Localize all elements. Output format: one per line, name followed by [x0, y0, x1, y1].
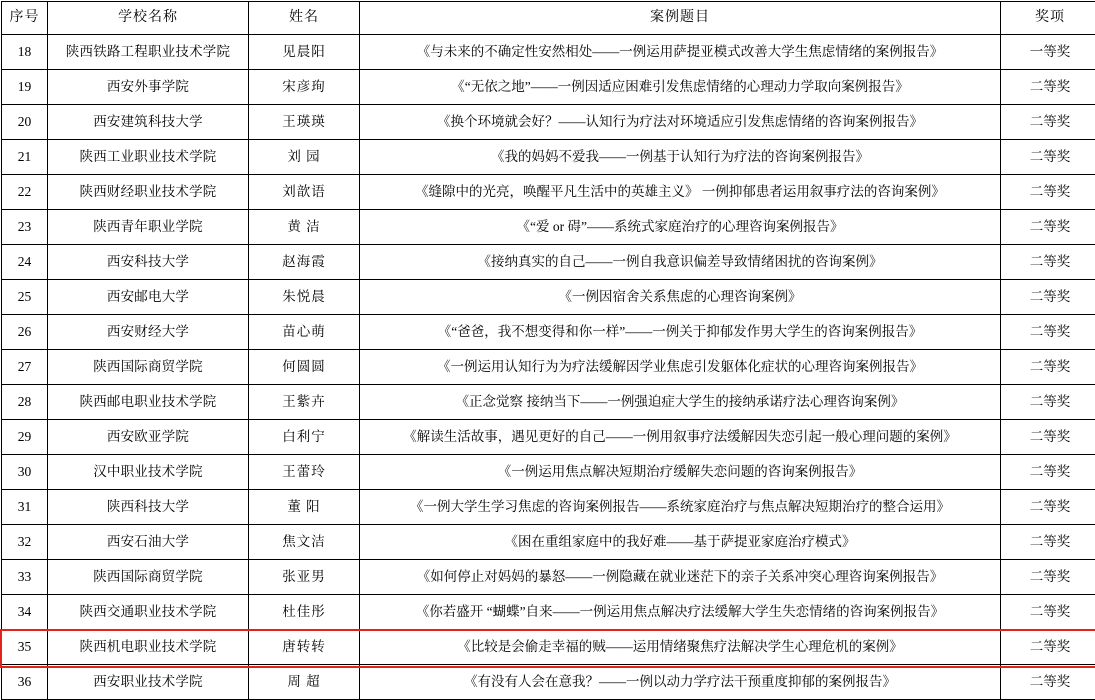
- cell-award: 二等奖: [1001, 350, 1095, 385]
- table-header: [2, 2, 1095, 35]
- column-header-award: 奖项: [1001, 2, 1095, 35]
- cell-title: 《你若盛开 “蝴蝶”自来——一例运用焦点解决疗法缓解大学生失恋情绪的咨询案例报告》: [360, 595, 1001, 630]
- cell-seq: 34: [2, 595, 48, 630]
- cell-title: 《“无依之地”——一例因适应困难引发焦虑情绪的心理动力学取向案例报告》: [360, 70, 1001, 105]
- cell-seq: 22: [2, 175, 48, 210]
- cell-award: 二等奖: [1001, 315, 1095, 350]
- cell-seq: 25: [2, 280, 48, 315]
- cell-name: 张亚男: [249, 560, 360, 595]
- cell-school: 西安邮电大学: [48, 280, 249, 315]
- cell-seq: 29: [2, 420, 48, 455]
- cell-name: 杜佳彤: [249, 595, 360, 630]
- cell-name: 唐转转: [249, 630, 360, 665]
- cell-name: 王蕾玲: [249, 455, 360, 490]
- cell-award: 二等奖: [1001, 420, 1095, 455]
- cell-name: 见晨阳: [249, 35, 360, 70]
- table-row: [2, 490, 1095, 525]
- cell-name: 宋彦珣: [249, 70, 360, 105]
- table-row: [2, 315, 1095, 350]
- cell-name: 王瑛瑛: [249, 105, 360, 140]
- cell-school: 陕西科技大学: [48, 490, 249, 525]
- cell-name: 周 超: [249, 665, 360, 700]
- award-list-document: [0, 1, 1095, 696]
- cell-seq: 24: [2, 245, 48, 280]
- cell-seq: 26: [2, 315, 48, 350]
- cell-seq: 32: [2, 525, 48, 560]
- cell-school: 陕西国际商贸学院: [48, 560, 249, 595]
- cell-title: 《一例因宿舍关系焦虑的心理咨询案例》: [360, 280, 1001, 315]
- cell-name: 何圆圆: [249, 350, 360, 385]
- cell-title: 《困在重组家庭中的我好难——基于萨提亚家庭治疗模式》: [360, 525, 1001, 560]
- cell-school: 汉中职业技术学院: [48, 455, 249, 490]
- table-row: [2, 385, 1095, 420]
- table-row: [2, 280, 1095, 315]
- cell-award: 二等奖: [1001, 560, 1095, 595]
- cell-seq: 21: [2, 140, 48, 175]
- column-header-name: 姓名: [249, 2, 360, 35]
- award-table: [1, 1, 1095, 700]
- cell-seq: 36: [2, 665, 48, 700]
- cell-school: 陕西机电职业技术学院: [48, 630, 249, 665]
- cell-title: 《一例大学生学习焦虑的咨询案例报告——系统家庭治疗与焦点解决短期治疗的整合运用》: [360, 490, 1001, 525]
- cell-school: 西安科技大学: [48, 245, 249, 280]
- cell-award: 二等奖: [1001, 385, 1095, 420]
- cell-school: 西安建筑科技大学: [48, 105, 249, 140]
- cell-name: 刘歆语: [249, 175, 360, 210]
- cell-name: 董 阳: [249, 490, 360, 525]
- table-row: [2, 420, 1095, 455]
- cell-title: 《一例运用认知行为为疗法缓解因学业焦虑引发躯体化症状的心理咨询案例报告》: [360, 350, 1001, 385]
- cell-name: 黄 洁: [249, 210, 360, 245]
- table-row: [2, 595, 1095, 630]
- cell-award: 二等奖: [1001, 525, 1095, 560]
- table-row: [2, 665, 1095, 700]
- cell-award: 二等奖: [1001, 280, 1095, 315]
- cell-name: 朱悦晨: [249, 280, 360, 315]
- cell-school: 西安职业技术学院: [48, 665, 249, 700]
- column-header-seq: 序号: [2, 2, 48, 35]
- table-body: [2, 35, 1095, 700]
- cell-award: 二等奖: [1001, 175, 1095, 210]
- table-row: [2, 105, 1095, 140]
- table-row: [2, 210, 1095, 245]
- cell-title: 《缝隙中的光亮，唤醒平凡生活中的英雄主义》 一例抑郁患者运用叙事疗法的咨询案例》: [360, 175, 1001, 210]
- cell-award: 二等奖: [1001, 70, 1095, 105]
- table-row: [2, 70, 1095, 105]
- cell-award: 二等奖: [1001, 245, 1095, 280]
- cell-name: 王紫卉: [249, 385, 360, 420]
- column-header-school: 学校名称: [48, 2, 249, 35]
- cell-name: 苗心萌: [249, 315, 360, 350]
- cell-seq: 19: [2, 70, 48, 105]
- cell-school: 陕西财经职业技术学院: [48, 175, 249, 210]
- cell-seq: 20: [2, 105, 48, 140]
- cell-title: 《换个环境就会好？——认知行为疗法对环境适应引发焦虑情绪的咨询案例报告》: [360, 105, 1001, 140]
- cell-school: 陕西邮电职业技术学院: [48, 385, 249, 420]
- cell-award: 二等奖: [1001, 140, 1095, 175]
- cell-seq: 35: [2, 630, 48, 665]
- cell-seq: 23: [2, 210, 48, 245]
- cell-award: 一等奖: [1001, 35, 1095, 70]
- table-row: [2, 35, 1095, 70]
- cell-award: 二等奖: [1001, 455, 1095, 490]
- cell-title: 《正念觉察 接纳当下——一例强迫症大学生的接纳承诺疗法心理咨询案例》: [360, 385, 1001, 420]
- cell-title: 《接纳真实的自己——一例自我意识偏差导致情绪困扰的咨询案例》: [360, 245, 1001, 280]
- table-row: [2, 560, 1095, 595]
- cell-award: 二等奖: [1001, 665, 1095, 700]
- cell-school: 陕西工业职业技术学院: [48, 140, 249, 175]
- cell-award: 二等奖: [1001, 210, 1095, 245]
- cell-name: 赵海霞: [249, 245, 360, 280]
- cell-award: 二等奖: [1001, 490, 1095, 525]
- cell-award: 二等奖: [1001, 105, 1095, 140]
- cell-school: 西安外事学院: [48, 70, 249, 105]
- table-row: [2, 455, 1095, 490]
- cell-school: 陕西铁路工程职业技术学院: [48, 35, 249, 70]
- cell-seq: 31: [2, 490, 48, 525]
- cell-school: 西安欧亚学院: [48, 420, 249, 455]
- cell-award: 二等奖: [1001, 595, 1095, 630]
- cell-award: 二等奖: [1001, 630, 1095, 665]
- cell-title: 《我的妈妈不爱我——一例基于认知行为疗法的咨询案例报告》: [360, 140, 1001, 175]
- cell-seq: 33: [2, 560, 48, 595]
- cell-seq: 27: [2, 350, 48, 385]
- table-row: [2, 350, 1095, 385]
- cell-title: 《“爱 or 碍”——系统式家庭治疗的心理咨询案例报告》: [360, 210, 1001, 245]
- cell-title: 《与未来的不确定性安然相处——一例运用萨提亚模式改善大学生焦虑情绪的案例报告》: [360, 35, 1001, 70]
- table-row: [2, 175, 1095, 210]
- cell-title: 《一例运用焦点解决短期治疗缓解失恋问题的咨询案例报告》: [360, 455, 1001, 490]
- cell-name: 刘 园: [249, 140, 360, 175]
- table-row: [2, 630, 1095, 665]
- cell-title: 《“爸爸，我不想变得和你一样”——一例关于抑郁发作男大学生的咨询案例报告》: [360, 315, 1001, 350]
- cell-title: 《解读生活故事，遇见更好的自己——一例用叙事疗法缓解因失恋引起一般心理问题的案例》: [360, 420, 1001, 455]
- table-row: [2, 525, 1095, 560]
- cell-school: 西安财经大学: [48, 315, 249, 350]
- cell-school: 陕西国际商贸学院: [48, 350, 249, 385]
- table-row: [2, 245, 1095, 280]
- cell-title: 《比较是会偷走幸福的贼——运用情绪聚焦疗法解决学生心理危机的案例》: [360, 630, 1001, 665]
- cell-school: 陕西交通职业技术学院: [48, 595, 249, 630]
- cell-title: 《如何停止对妈妈的暴怒——一例隐藏在就业迷茫下的亲子关系冲突心理咨询案例报告》: [360, 560, 1001, 595]
- cell-school: 陕西青年职业学院: [48, 210, 249, 245]
- cell-seq: 28: [2, 385, 48, 420]
- cell-title: 《有没有人会在意我？——一例以动力学疗法干预重度抑郁的案例报告》: [360, 665, 1001, 700]
- cell-school: 西安石油大学: [48, 525, 249, 560]
- cell-name: 白利宁: [249, 420, 360, 455]
- cell-name: 焦文洁: [249, 525, 360, 560]
- table-header-row: [2, 2, 1095, 35]
- table-row: [2, 140, 1095, 175]
- cell-seq: 18: [2, 35, 48, 70]
- column-header-title: 案例题目: [360, 2, 1001, 35]
- cell-seq: 30: [2, 455, 48, 490]
